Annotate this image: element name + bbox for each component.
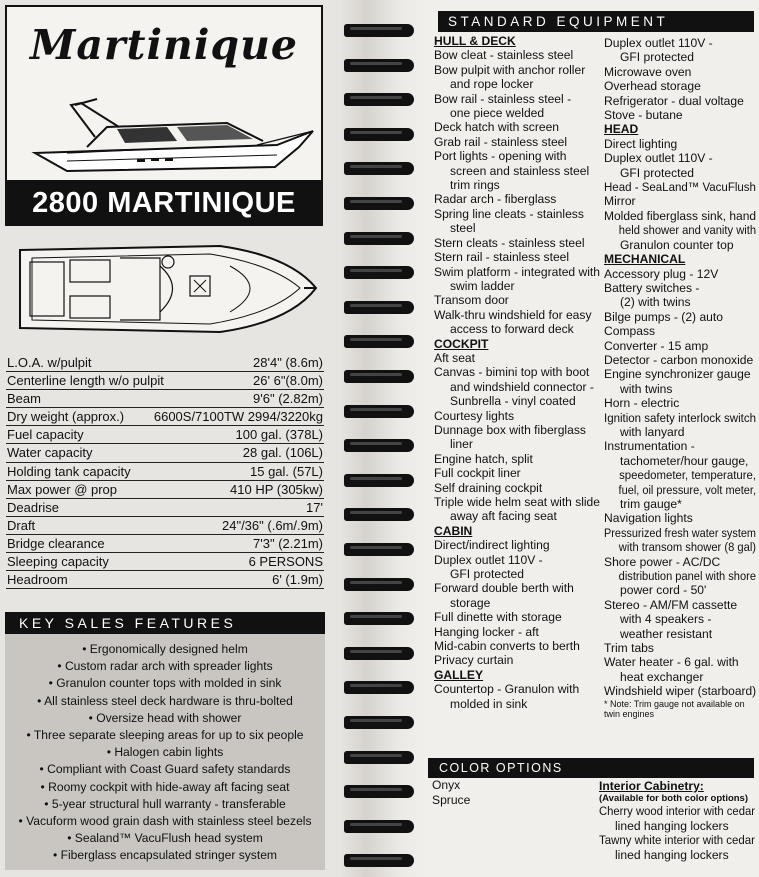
binding-ring — [344, 543, 414, 556]
equipment-item-continued: with lanyard — [620, 424, 685, 439]
equipment-item: Head - SeaLand™ VacuFlush — [604, 180, 756, 195]
equipment-item: Triple wide helm seat with slide — [434, 495, 600, 509]
binding-ring — [344, 439, 414, 452]
equipment-item: Duplex outlet 110V - — [604, 151, 713, 166]
equipment-item: Mid-cabin converts to berth — [434, 639, 580, 654]
equipment-item: Detector - carbon monoxide — [604, 352, 754, 367]
equipment-item-continued: fuel, oil pressure, volt meter, — [618, 482, 757, 497]
equipment-item: Stern rail - stainless steel — [434, 250, 570, 265]
equipment-item: Stove - butane — [604, 108, 683, 123]
spec-row — [6, 463, 324, 481]
cabinetry-item: Cherry wood interior with cedar — [599, 804, 755, 819]
binding-ring — [344, 370, 414, 383]
feature-item: • All stainless steel deck hardware is thru-bolted — [37, 693, 293, 708]
equipment-item-continued: access to forward deck — [450, 322, 574, 337]
equipment-item: Trim tabs — [604, 641, 654, 656]
feature-item: • Fiberglass encapsulated stringer system — [52, 848, 278, 863]
spec-label: Centerline length w/o pulpit — [7, 373, 164, 389]
spec-row — [6, 372, 324, 390]
spec-label: Max power @ prop — [7, 481, 118, 497]
equipment-item-continued: heat exchanger — [620, 669, 704, 684]
feature-item: • Granulon counter tops with molded in sink — [48, 676, 282, 691]
binding-ring — [344, 301, 414, 314]
equipment-item-continued: swim ladder — [450, 278, 515, 293]
feature-item: • Roomy cockpit with hide-away aft facing seat — [40, 779, 290, 794]
equipment-item: Stereo - AM/FM cassette — [604, 597, 738, 612]
key-sales-features-heading: KEY SALES FEATURES — [5, 612, 325, 634]
equipment-item-continued: trim gauge* — [620, 497, 682, 511]
binding-ring — [344, 232, 414, 245]
spec-value: 28 gal. (106L) — [242, 445, 323, 461]
spec-value: 100 gal. (378L) — [235, 427, 323, 443]
binding-ring — [344, 751, 414, 764]
feature-item: • Ergonomically designed helm — [82, 642, 248, 656]
feature-item: • Halogen cabin lights — [106, 745, 224, 760]
equipment-item: Privacy curtain — [434, 653, 514, 668]
equipment-item: Battery switches - — [604, 280, 700, 295]
feature-item: • Oversize head with shower — [88, 710, 242, 725]
equipment-section-heading: GALLEY — [434, 667, 484, 682]
equipment-item: Spring line cleats - stainless — [434, 206, 584, 221]
equipment-item-continued: Granulon counter top — [620, 237, 734, 252]
equipment-item-continued: storage — [450, 595, 491, 610]
spec-row — [6, 408, 324, 426]
equipment-item: Refrigerator - dual voltage — [604, 93, 744, 108]
spec-value: 7'3" (2.21m) — [253, 535, 323, 551]
color-options-heading: COLOR OPTIONS — [428, 758, 754, 778]
equipment-item-continued: trim rings — [450, 178, 500, 193]
binding-ring — [344, 681, 414, 694]
equipment-item: Canvas - bimini top with boot — [434, 365, 590, 380]
equipment-item: Ignition safety interlock switch — [604, 410, 756, 425]
equipment-item: Courtesy lights — [434, 408, 514, 423]
spec-value: 6' (1.9m) — [272, 572, 323, 588]
spec-label: Beam — [7, 391, 41, 407]
equipment-item-continued: with twins — [620, 381, 673, 396]
equipment-item-continued: with 4 speakers - — [620, 612, 712, 627]
equipment-item: Transom door — [434, 293, 509, 308]
binding-ring — [344, 405, 414, 418]
spec-label: Dry weight (approx.) — [7, 409, 125, 425]
equipment-item: Engine hatch, split — [434, 451, 533, 466]
binding-ring — [344, 266, 414, 279]
equipment-item-continued: weather resistant — [620, 626, 713, 641]
equipment-item-continued: distribution panel with shore — [618, 569, 756, 584]
equipment-item: Deck hatch with screen — [434, 120, 560, 135]
spec-value: 6 PERSONS — [248, 554, 323, 570]
color-option: Spruce — [432, 793, 471, 807]
equipment-item: Self draining cockpit — [434, 480, 543, 495]
spec-label: Draft — [7, 517, 36, 533]
equipment-item: Walk-thru windshield for easy — [434, 307, 592, 322]
equipment-item: Water heater - 6 gal. with — [604, 655, 739, 670]
binding-ring — [344, 162, 414, 175]
spec-value: 9'6" (2.82m) — [253, 391, 323, 407]
model-title: 2800 MARTINIQUE — [5, 180, 323, 226]
equipment-item-continued: power cord - 50' — [620, 583, 707, 598]
cabinetry-item: lined hanging lockers — [615, 847, 729, 862]
equipment-section-heading: HEAD — [604, 122, 639, 137]
spec-row — [6, 517, 324, 535]
equipment-item: Overhead storage — [604, 79, 701, 94]
spec-row — [6, 535, 324, 553]
brand-logo-text: Martinique — [29, 21, 298, 69]
equipment-item: Dunnage box with fiberglass — [434, 422, 586, 437]
binding-ring — [344, 93, 414, 106]
spec-value: 17' — [306, 499, 323, 515]
feature-item: • Sealand™ VacuFlush head system — [67, 831, 263, 846]
equipment-item-continued: GFI protected — [450, 567, 524, 582]
equipment-item-continued: steel — [450, 221, 476, 236]
spec-value: 410 HP (305kw) — [230, 481, 323, 497]
equipment-item-continued: and rope locker — [450, 77, 534, 92]
equipment-item-continued: tachometer/hour gauge, — [620, 453, 749, 468]
spec-value: 28'4" (8.6m) — [253, 355, 323, 370]
equipment-item-continued: GFI protected — [620, 165, 694, 180]
equipment-item: Compass — [604, 324, 656, 339]
equipment-item: Duplex outlet 110V - — [434, 552, 543, 567]
binding-ring — [344, 59, 414, 72]
binding-ring — [344, 647, 414, 660]
binding-ring — [344, 820, 414, 833]
spec-row — [6, 499, 324, 517]
equipment-item: Engine synchronizer gauge — [604, 367, 751, 382]
equipment-item: Horn - electric — [604, 396, 680, 411]
equipment-item: Duplex outlet 110V - — [604, 36, 713, 50]
specifications-table — [6, 354, 324, 589]
spec-label: Water capacity — [7, 445, 93, 461]
equipment-item-continued: screen and stainless steel — [450, 163, 590, 178]
color-list — [432, 778, 470, 808]
equipment-item: Bow cleat - stainless steel — [434, 48, 574, 63]
spec-value: 26' 6"(8.0m) — [253, 373, 323, 389]
equipment-item: Full dinette with storage — [434, 610, 562, 625]
spec-label: Bridge clearance — [7, 535, 105, 551]
interior-cabinetry-title: Interior Cabinetry: — [599, 779, 704, 793]
interior-cabinetry — [599, 779, 755, 862]
interior-cabinetry-subtitle: (Available for both color options) — [599, 793, 749, 805]
equipment-item: Radar arch - fiberglass — [434, 192, 557, 207]
equipment-item-continued: one piece welded — [450, 106, 545, 121]
equipment-item: Hanging locker - aft — [434, 624, 539, 639]
color-option: Onyx — [432, 778, 461, 792]
equipment-item: Bilge pumps - (2) auto — [604, 309, 723, 324]
equipment-section-heading: CABIN — [434, 523, 473, 538]
equipment-item: Pressurized fresh water system — [604, 525, 757, 540]
feature-item: • Vacuform wood grain dash with stainless steel bezels — [18, 814, 312, 829]
spec-row — [6, 553, 324, 571]
equipment-item: Shore power - AC/DC — [604, 554, 721, 569]
equipment-item: Port lights - opening with — [434, 149, 567, 164]
binding-ring — [344, 335, 414, 348]
equipment-item: Stern cleats - stainless steel — [434, 235, 585, 250]
spec-row — [6, 444, 324, 462]
equipment-item: Forward double berth with — [434, 581, 574, 596]
equipment-column-right — [604, 36, 757, 719]
equipment-section-heading: MECHANICAL — [604, 252, 686, 267]
equipment-item: Windshield wiper (starboard) — [604, 684, 757, 699]
binding-ring — [344, 716, 414, 729]
spec-label: Fuel capacity — [7, 427, 84, 443]
binding-ring — [344, 128, 414, 141]
binding-ring — [344, 854, 414, 867]
equipment-footnote: twin engines — [604, 708, 655, 719]
spec-row — [6, 390, 324, 408]
equipment-item: Molded fiberglass sink, hand — [604, 208, 757, 223]
equipment-item: Direct/indirect lighting — [434, 538, 550, 553]
equipment-item: Mirror — [604, 194, 636, 209]
equipment-item: Direct lighting — [604, 136, 678, 151]
equipment-item: Microwave oven — [604, 64, 692, 79]
equipment-item: Converter - 15 amp — [604, 338, 709, 353]
equipment-item: Accessory plug - 12V — [604, 266, 719, 281]
spec-row — [6, 481, 324, 499]
key-sales-features-list — [5, 634, 325, 870]
spec-value: 15 gal. (57L) — [250, 463, 323, 479]
equipment-item-continued: with transom shower (8 gal) — [618, 540, 757, 555]
equipment-item-continued: held shower and vanity with — [618, 223, 757, 238]
binding-ring — [344, 785, 414, 798]
spec-value: 6600S/7100TW 2994/3220kg — [153, 409, 323, 425]
equipment-item-continued: molded in sink — [450, 696, 528, 711]
equipment-item-continued: away aft facing seat — [450, 509, 557, 524]
spec-value: 24"/36" (.6m/.9m) — [222, 517, 323, 533]
feature-item: • Custom radar arch with spreader lights — [57, 659, 273, 674]
equipment-section-heading: HULL & DECK — [434, 34, 516, 48]
equipment-section-heading: COCKPIT — [434, 336, 489, 351]
equipment-item-continued: and windshield connector - — [450, 379, 594, 394]
equipment-item: Full cockpit liner — [434, 466, 521, 481]
spec-row — [6, 354, 324, 372]
equipment-item: Bow pulpit with anchor roller — [434, 62, 586, 77]
binding-ring — [344, 612, 414, 625]
standard-equipment-heading: STANDARD EQUIPMENT — [438, 11, 754, 32]
spec-label: Deadrise — [7, 499, 60, 515]
spec-label: Holding tank capacity — [7, 463, 131, 479]
equipment-item-continued: GFI protected — [620, 50, 694, 65]
equipment-item: Bow rail - stainless steel - — [434, 91, 572, 106]
binding-ring — [344, 474, 414, 487]
equipment-footnote: * Note: Trim gauge not available on — [604, 698, 745, 709]
spec-row — [6, 571, 324, 589]
spec-label: Headroom — [7, 572, 68, 588]
cabinetry-list — [599, 804, 755, 862]
equipment-item: Countertop - Granulon with — [434, 682, 580, 697]
equipment-item: Swim platform - integrated with — [434, 264, 601, 279]
binding-ring — [344, 24, 414, 37]
cabinetry-item: Tawny white interior with cedar — [599, 833, 755, 848]
spec-label: L.O.A. w/pulpit — [7, 355, 92, 370]
spec-label: Sleeping capacity — [7, 554, 109, 570]
feature-item: • Three separate sleeping areas for up to six people — [26, 728, 304, 743]
equipment-item-continued: speedometer, temperature, — [619, 468, 757, 483]
cabinetry-item: lined hanging lockers — [615, 818, 729, 833]
equipment-item: Navigation lights — [604, 511, 693, 526]
equipment-item-continued: (2) with twins — [620, 295, 691, 310]
boat-profile-illustration — [27, 75, 317, 185]
spec-row — [6, 426, 324, 444]
equipment-item: Instrumentation - — [604, 439, 695, 454]
equipment-item: Grab rail - stainless steel — [434, 134, 568, 149]
equipment-item-continued: liner — [450, 437, 473, 452]
binding-ring — [344, 578, 414, 591]
deck-plan-illustration — [10, 236, 322, 342]
binding-ring — [344, 508, 414, 521]
equipment-column-left — [434, 34, 600, 711]
feature-item: • Compliant with Coast Guard safety standards — [39, 762, 291, 777]
feature-item: • 5-year structural hull warranty - transferable — [44, 796, 286, 811]
equipment-item-continued: Sunbrella - vinyl coated — [450, 394, 576, 409]
equipment-item: Aft seat — [434, 350, 476, 365]
binding-ring — [344, 197, 414, 210]
